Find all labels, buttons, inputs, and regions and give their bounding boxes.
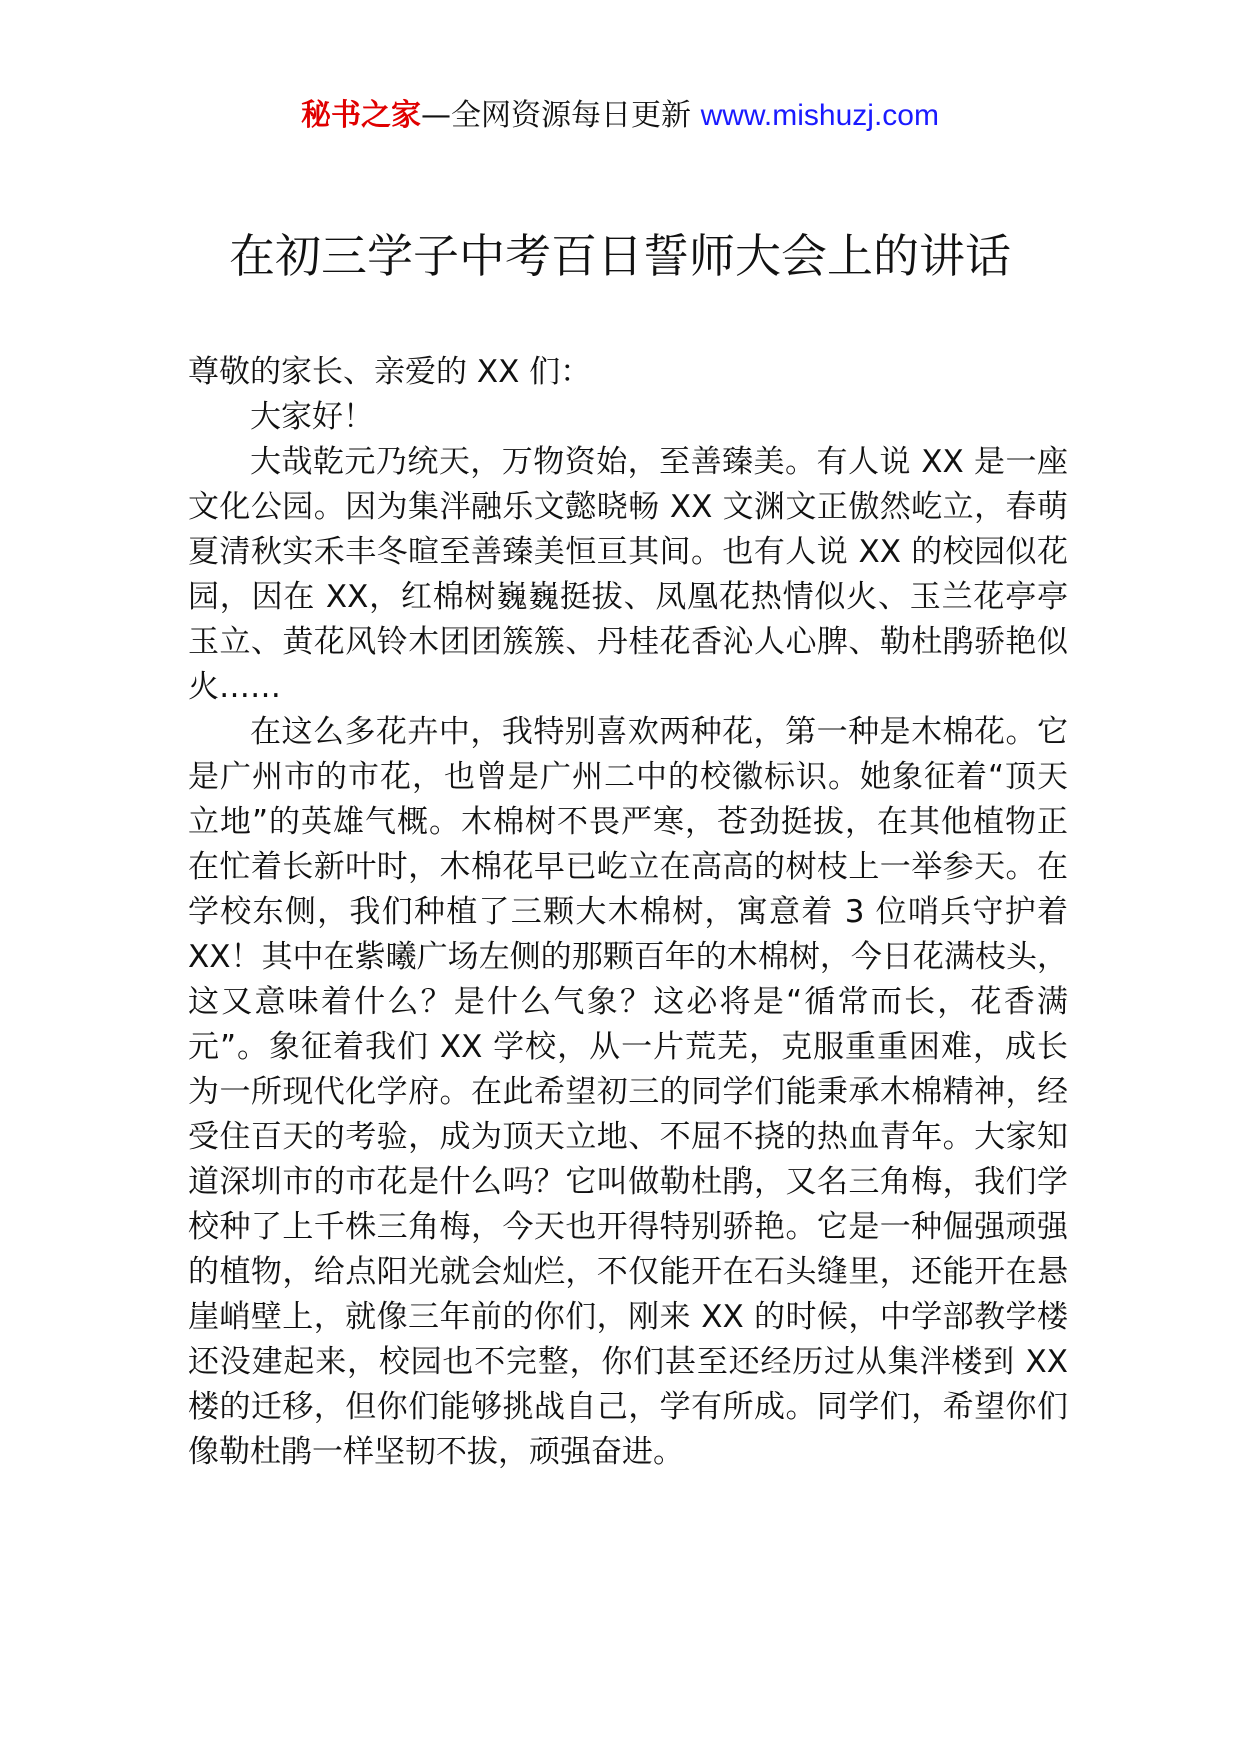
body-paragraph: 在这么多花卉中，我特别喜欢两种花，第一种是木棉花。它是广州市的市花，也曾是广州二中的校徽标识。她象征着“顶天立地”的英雄气概。木棉树不畏严寒，苍劲挺拔，在其他植物正在忙着长新叶时，木棉花早已屹立在高高的树枝上一举参天。在学校东侧，我们种植了三颗大木棉树，寓意着 3 位哨兵守护着 XX！其中在紫曦广场左侧的那颗百年的木棉树，今日花满枝头，这又意味着什么？是什么气象？这必将是“循常而长，花香满元”。象征着我们 XX 学校，从一片荒芜，克服重重困难，成长为一所现代化学府。在此希望初三的同学们能秉承木棉精神，经受住百天的考验，成为顶天立地、不屈不挠的热血青年。大家知道深圳市的市花是什么吗？它叫做勒杜鹃，又名三角梅，我们学校种了上千株三角梅，今天也开得特别骄艳。它是一种倔强顽强的植物，给点阳光就会灿烂，不仅能开在石头缝里，还能开在悬崖峭壁上，就像三年前的你们，刚来 XX 的时候，中学部教学楼还没建起来，校园也不完整，你们甚至还经历过从集泮楼到 XX 楼的迁移，但你们能够挑战自己，学有所成。同学们，希望你们像勒杜鹃一样坚韧不拔，顽强奋进。 [188,714,1068,1470]
document-title: 在初三学子中考百日誓师大会上的讲话 [229,229,1011,283]
site-url-link[interactable]: www.mishuzj.com [700,99,939,132]
salutation: 尊敬的家长、亲爱的 XX 们： [188,354,592,390]
brand-name: 秘书之家 [301,98,422,133]
header-tagline: —全网资源每日更新 [421,98,692,133]
document-body [188,350,1068,1475]
body-paragraph: 大家好！ [250,399,374,435]
body-paragraph: 大哉乾元乃统天，万物资始，至善臻美。有人说 XX 是一座文化公园。因为集泮融乐文懿晓畅 XX 文渊文正傲然屹立，春萌夏清秋实禾丰冬暄至善臻美恒亘其间。也有人说 XX 的校园似花园，因在 XX，红棉树巍巍挺拔、凤凰花热情似火、玉兰花亭亭玉立、黄花风铃木团团簇簇、丹桂花香沁人心脾、勒杜鹃骄艳似火…… [188,444,1068,705]
page-header [0,96,1240,136]
